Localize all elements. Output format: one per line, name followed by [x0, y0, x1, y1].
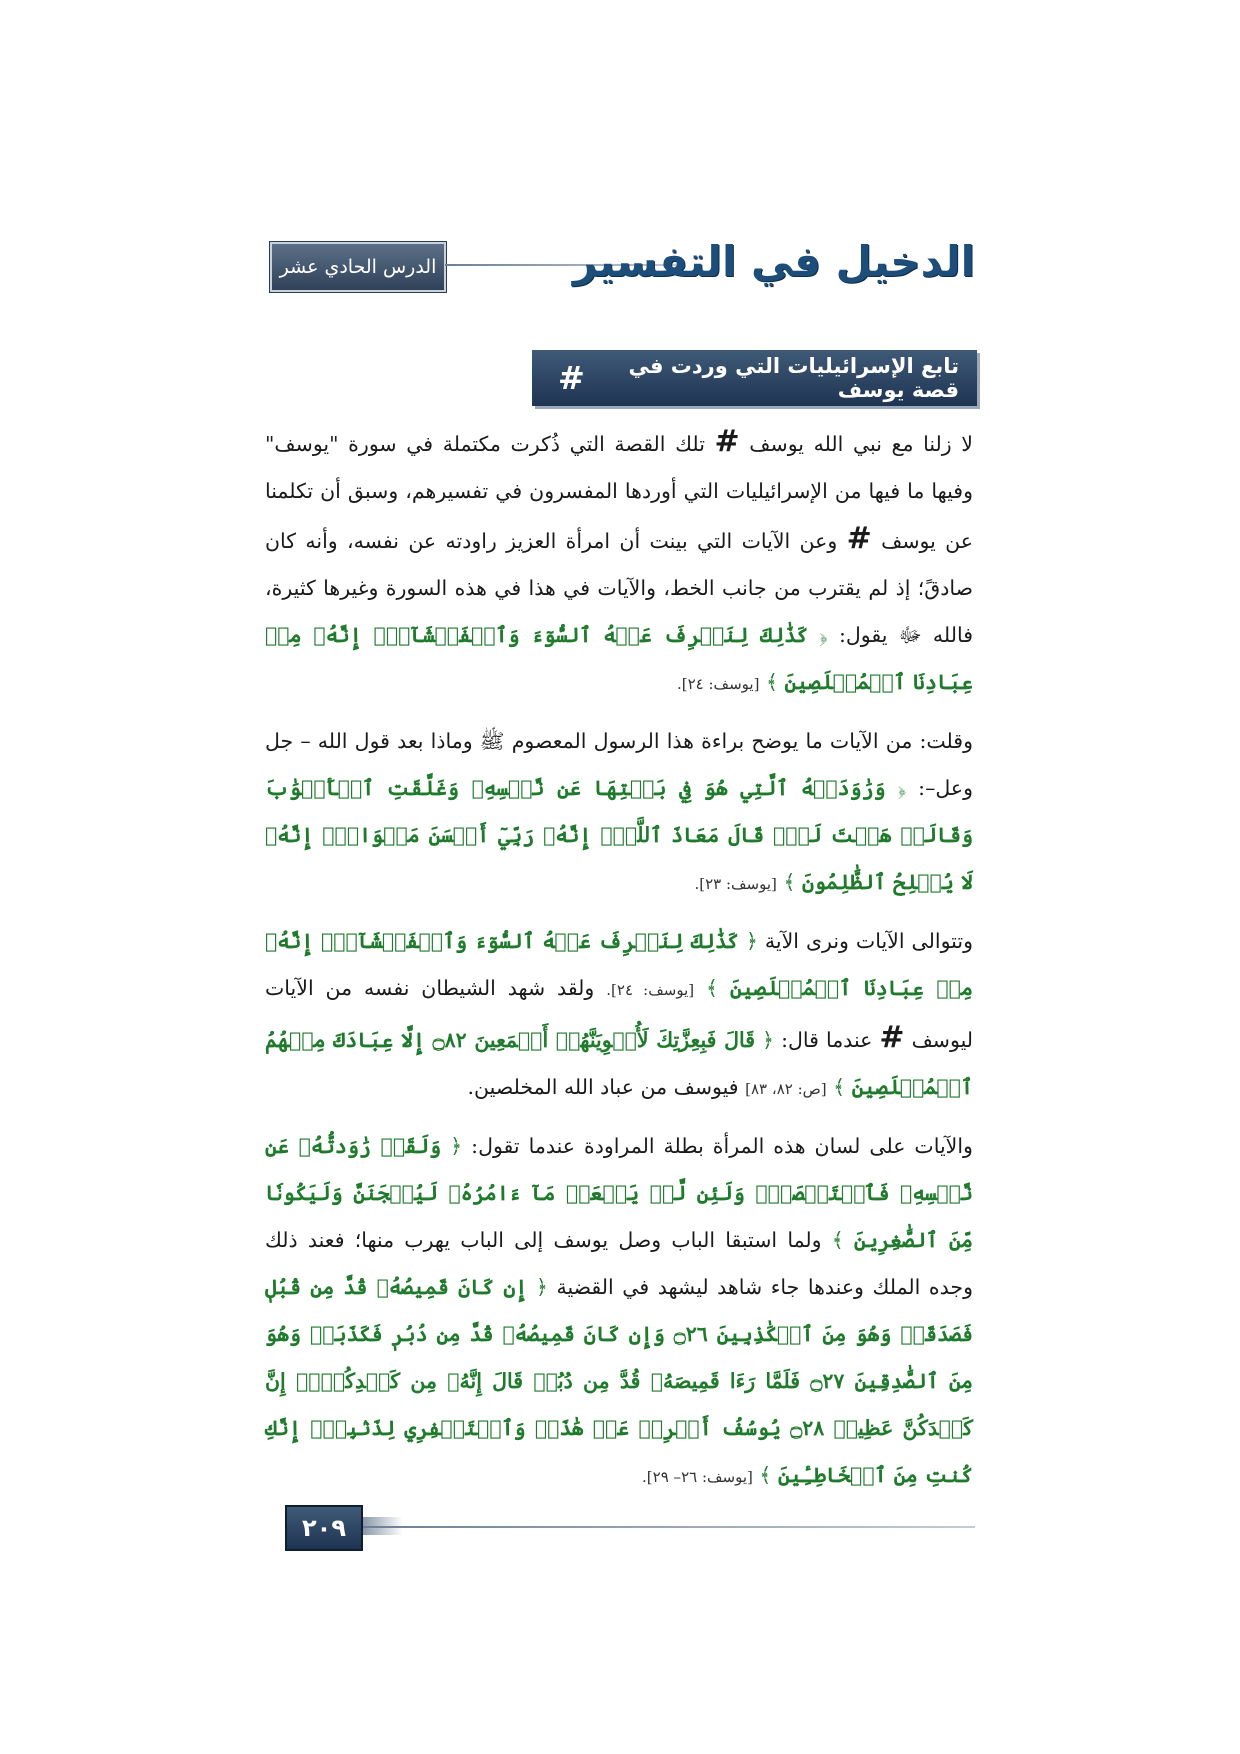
ornate-bracket-close: ﴾	[706, 976, 719, 1000]
section-heading	[532, 350, 977, 406]
quran-verse: وَرَٰوَدَتۡهُ ٱلَّتِي هُوَ فِي بَيۡتِهَا عَن نَّفۡسِهِۦ وَغَلَّقَتِ ٱلۡأَبۡوَٰبَ وَقَالَتۡ هَيۡتَ لَكَۚ قَالَ مَعَاذَ ٱللَّهِۖ إِنَّهُۥ رَبِّيٓ أَحۡسَنَ مَثۡوَايَۖ إِنَّهُۥ لَا يُفۡلِحُ ٱلظَّٰلِمُونَ	[265, 776, 973, 894]
text: فيوسف من عباد الله المخلصين.	[467, 1075, 739, 1099]
lesson-label: الدرس الحادي عشر	[270, 242, 446, 292]
text: تلك القصة التي ذُكرت مكتملة في سورة "يوسف" وفيها ما فيها من الإسرائيليات التي أوردها المفسرون في تفسيرهم، وسبق أن تكلمنا عن يوسف	[265, 432, 973, 553]
ornate-bracket-close: ﴾	[765, 670, 778, 694]
verse-reference: [يوسف: ٢٤].	[606, 981, 695, 999]
hash-symbol: #	[846, 521, 872, 556]
ornate-bracket-close: ﴾	[759, 1463, 772, 1487]
section-title: تابع الإسرائيليات التي وردت في قصة يوسف	[628, 354, 959, 402]
text: وقلت: من الآيات ما يوضح براءة هذا الرسول المعصوم ﷺ وماذا بعد قول الله – جل وعل–:	[265, 729, 973, 800]
quran-verse: وَلَقَدۡ رَٰوَدتُّهُۥ عَن نَّفۡسِهِۦ فَٱسۡتَعۡصَمَۖ وَلَئِن لَّمۡ يَفۡعَلۡ مَآ ءَامُرُهُۥ لَيُسۡجَنَنَّ وَلَيَكُونٗا مِّنَ ٱلصَّٰغِرِينَ	[265, 1134, 973, 1252]
ornate-bracket-open: ﴿	[819, 623, 828, 647]
hash-symbol: #	[714, 424, 740, 459]
verse-reference: [يوسف: ٢٤].	[676, 675, 760, 693]
text: عندما قال:	[781, 1028, 873, 1052]
ornate-bracket-open: ﴿	[897, 776, 907, 800]
page-footer	[285, 1505, 975, 1549]
ornate-bracket-close: ﴾	[783, 870, 796, 894]
verse-reference: [يوسف: ٢٣].	[694, 875, 777, 893]
book-title: الدخيل في التفسير	[572, 237, 975, 286]
ornate-bracket-close: ﴾	[831, 1228, 844, 1252]
text: وعن الآيات التي بينت أن امرأة العزيز راودته عن نفسه، وأنه كان صادقً؛ إذ لم يقترب من جانب الخط، والآيات في هذا في هذه السورة وغيرها كثيرة، فالله ﷻ يقول:	[265, 529, 973, 647]
hash-symbol: #	[558, 359, 585, 397]
verse-reference: [يوسف: ٢٦– ٢٩].	[642, 1468, 753, 1486]
ornate-bracket-open: ﴿	[535, 1275, 548, 1299]
page-header	[270, 232, 975, 292]
paragraph-1	[265, 418, 973, 708]
quran-verse: كَذَٰلِكَ لِنَصۡرِفَ عَنۡهُ ٱلسُّوٓءَ وَٱلۡفَحۡشَآءَۚ إِنَّهُۥ مِنۡ عِبَادِنَا ٱلۡمُخۡلَصِينَ	[265, 929, 973, 1000]
page-number: ٢٠٩	[285, 1505, 363, 1551]
ornate-bracket-open: ﴿	[450, 1134, 463, 1158]
text: ولما استبقا الباب وصل يوسف إلى الباب يهرب منها؛ فعند ذلك وجده الملك وعندها جاء شاهد ليشهد في القضية	[265, 1228, 973, 1299]
ornate-bracket-open: ﴿	[762, 1028, 775, 1052]
hash-symbol: #	[879, 1020, 905, 1055]
ornate-bracket-close: ﴾	[833, 1075, 846, 1099]
quran-verse: كَذَٰلِكَ لِنَصۡرِفَ عَنۡهُ ٱلسُّوٓءَ وَٱلۡفَحۡشَآءَۚ إِنَّهُۥ مِنۡ عِبَادِنَا ٱلۡمُخۡلَصِينَ	[265, 623, 973, 694]
text: وتتوالى الآيات ونرى الآية	[764, 929, 973, 953]
quran-verse: إِن كَانَ قَمِيصُهُۥ قُدَّ مِن قُبُلٖ فَصَدَقَتۡ وَهُوَ مِنَ ٱلۡكَٰذِبِينَ ۝٢٦ وَإِن كَانَ قَمِيصُهُۥ قُدَّ مِن دُبُرٖ فَكَذَبَتۡ وَهُوَ مِنَ ٱلصَّٰدِقِينَ ۝٢٧ فَلَمَّا رَءَا قَمِيصَهُۥ قُدَّ مِن دُبُرٖ قَالَ إِنَّهُۥ مِن كَيۡدِكُنَّۖ إِنَّ كَيۡدَكُنَّ عَظِيمٞ ۝٢٨ يُوسُفُ أَعۡرِضۡ عَنۡ هَٰذَاۚ وَٱسۡتَغۡفِرِي لِذَنۢبِكِۖ إِنَّكِ كُنتِ مِنَ ٱلۡخَاطِـِٔينَ	[265, 1275, 973, 1487]
body-text	[265, 418, 973, 1511]
paragraph-2	[265, 718, 973, 908]
quran-verse: قَالَ فَبِعِزَّتِكَ لَأُغۡوِيَنَّهُمۡ أَجۡمَعِينَ ۝٨٢ إِلَّا عِبَادَكَ مِنۡهُمُ ٱلۡمُخۡلَصِينَ	[265, 1028, 973, 1099]
text: لا زلنا مع نبي الله يوسف	[749, 432, 973, 456]
footer-divider	[363, 1526, 975, 1528]
text: ولقد شهد الشيطان نفسه من الآيات ليوسف	[265, 976, 973, 1052]
paragraph-3	[265, 918, 973, 1113]
ornate-bracket-open: ﴿	[745, 929, 758, 953]
text: والآيات على لسان هذه المرأة بطلة المراودة عندما تقول:	[471, 1134, 973, 1158]
paragraph-4	[265, 1123, 973, 1501]
verse-reference: [ص: ٨٢، ٨٣]	[745, 1080, 827, 1098]
